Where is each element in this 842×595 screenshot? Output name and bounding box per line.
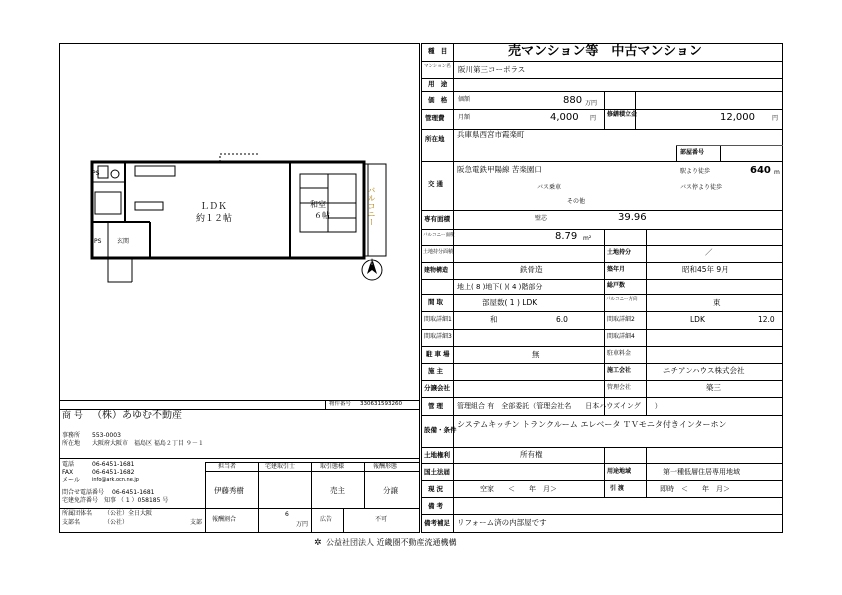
commission-label: 報酬割合: [212, 516, 237, 523]
license-holder-label: 宅建取引士: [265, 463, 296, 470]
label-fee: 管理費: [425, 114, 445, 122]
office-zip: 553-0003: [92, 432, 121, 439]
route-value: 阪急電鉄甲陽線 苦楽園口: [457, 165, 542, 174]
label-land-share: 土地持分面積: [423, 249, 454, 255]
assoc: （公社）全日大阪: [104, 510, 153, 517]
branch-sub: 支部: [190, 519, 203, 526]
label-total-units: 総戸数: [607, 282, 626, 289]
walk-value: 640: [750, 165, 771, 176]
price-sub: 価額: [458, 96, 471, 103]
floor-plan-drawing: [80, 150, 400, 290]
label-mgmt-co: 管理会社: [607, 384, 632, 391]
label-equipment: 設備・条件: [424, 426, 457, 434]
label-parking-fee: 駐車料金: [607, 350, 632, 357]
office-label: 事務所: [62, 432, 81, 439]
detail2-type: LDK: [690, 315, 705, 324]
doc-title: 売マンション等 中古マンション: [508, 44, 702, 59]
fee-value: 4,000: [550, 112, 579, 123]
balcony-area-value: 8.79: [555, 231, 578, 242]
label-zone: 用途地域: [607, 468, 632, 475]
label-room-detail1: 間取詳細1: [424, 316, 452, 323]
mail: info@ark.ocn.ne.jp: [92, 477, 139, 483]
label-traffic: 交通: [428, 180, 445, 188]
location-value: 兵庫県西宮市霞楽町: [457, 130, 525, 139]
property-no: 330631593260: [360, 401, 402, 407]
fax: 06-6451-1682: [92, 469, 135, 476]
price-unit: 万円: [585, 100, 598, 107]
remarks-value: リフォーム済の内部屋です: [457, 518, 547, 527]
entrance-label: 玄関: [117, 238, 130, 245]
mail-label: メール: [62, 477, 80, 484]
branch: （公社）: [104, 519, 129, 526]
label-owner: 施主: [428, 367, 445, 375]
fee-form-label: 報酬形態: [373, 463, 398, 470]
ad-value: 不可: [375, 516, 388, 523]
floors-value: 地上( 8 )地下( )( 4 )階部分: [457, 283, 543, 291]
license-label: 宅建免許番号: [62, 497, 99, 504]
label-usage: 用 途: [428, 80, 450, 88]
ad-label: 広告: [320, 516, 333, 523]
commission-unit: 万円: [296, 521, 309, 528]
walk-label: 駅より徒歩: [680, 168, 711, 175]
reserve-unit: 円: [772, 115, 779, 122]
layout-value: 部屋数( 1 ) LDK: [482, 298, 538, 307]
footer-org: 公益社団法人 近畿圏不動産流通機構: [326, 538, 457, 547]
staff-name: 伊藤秀樹: [214, 486, 244, 495]
north-label: 北: [368, 260, 374, 266]
label-type: 種 目: [428, 47, 450, 55]
label-location: 所在地: [425, 135, 445, 143]
inquiry-label: 問合せ電話番号: [62, 489, 105, 496]
inquiry: 06-6451-1681: [112, 489, 155, 496]
label-management: 管理: [428, 402, 445, 410]
trade-name: （株）あゆむ不動産: [92, 410, 182, 421]
tel-label: 電話: [62, 461, 75, 468]
property-name: 阪川第三コーポラス: [458, 65, 526, 74]
label-area: 専有面積: [424, 215, 450, 223]
label-mansion-name: マンション名: [424, 64, 451, 69]
address: 大阪府大阪市 福島区 福島２丁目 ９－１: [92, 440, 204, 447]
footer-logo-icon: ✲: [314, 538, 322, 548]
structure-value: 鉄骨造: [520, 265, 543, 274]
license: 知事 （ 1 ）058185 号: [104, 497, 169, 504]
fee-unit: 円: [590, 115, 597, 122]
parking-value: 無: [532, 350, 540, 359]
mgmt-co-value: 築三: [706, 383, 721, 392]
direction-value: 東: [713, 298, 721, 307]
branch-label: 支部名: [62, 519, 81, 526]
current-value: 空家 ＜ 年 月＞: [480, 485, 557, 493]
label-current: 現況: [428, 485, 445, 493]
label-reserve: 修繕積立金: [607, 111, 638, 118]
label-room-detail3: 間取詳細3: [424, 333, 452, 340]
commission-value: 6: [285, 511, 289, 518]
management-value: 管理組合 有 全部委託（管理会社名 日本ハウズイング ）: [457, 402, 662, 410]
balcony-area-unit: m²: [583, 235, 592, 242]
label-built: 築年月: [607, 266, 626, 273]
ps-label-1: PS: [92, 170, 100, 177]
fax-label: FAX: [62, 469, 74, 476]
walk-unit: m: [774, 169, 780, 176]
bus-ride-label: バス乗車: [537, 184, 562, 191]
label-land-rights: 土地権利: [424, 451, 450, 459]
label-land-right: 土地持分: [607, 249, 632, 256]
label-room-detail2: 間取詳細2: [607, 316, 635, 323]
land-rights-value: 所有権: [520, 450, 543, 459]
address-label: 所在地: [62, 440, 81, 447]
tel: 06-6451-1681: [92, 461, 135, 468]
reserve-value: 12,000: [720, 112, 755, 123]
area-sub: 壁芯: [535, 215, 548, 222]
label-layout: 間取: [428, 298, 445, 306]
ps-label-2: PS: [94, 238, 102, 245]
label-room-no: 部屋番号: [680, 149, 705, 156]
label-notes: 備考: [428, 502, 445, 510]
label-delivery: 引渡: [610, 485, 627, 492]
transaction-value: 売主: [330, 486, 345, 495]
land-share-value: ／: [705, 248, 713, 257]
washitsu-size: ６帖: [314, 211, 330, 220]
label-room-detail4: 間取詳細4: [607, 333, 635, 340]
label-structure: 建物構造: [424, 267, 449, 274]
fee-sub: 月額: [458, 114, 471, 121]
detail2-size: 12.0: [758, 315, 775, 324]
price-value: 880: [563, 95, 583, 106]
label-direction: バルコニー方向: [606, 297, 638, 302]
trade-name-label: 商 号: [62, 411, 83, 421]
label-seller: 分譲会社: [424, 384, 450, 392]
fee-form-value: 分譲: [383, 486, 398, 495]
detail1-size: 6.0: [556, 315, 568, 324]
bus-walk-label: バス停より徒歩: [680, 184, 723, 191]
assoc-label: 所属団体名: [62, 510, 93, 517]
label-land-law: 国土法届: [424, 468, 450, 476]
label-balcony: バルコニー面積: [423, 233, 455, 238]
staff-label: 担当者: [218, 463, 237, 470]
built-value: 昭和45年 9月: [682, 265, 729, 274]
label-remarks: 備考補足: [424, 519, 450, 527]
area-value: 39.96: [618, 212, 647, 223]
detail1-type: 和: [490, 315, 498, 324]
label-builder: 施工会社: [607, 367, 632, 374]
ldk-label: ＬＤＫ: [200, 202, 228, 212]
washitsu-label: 和室: [310, 200, 326, 209]
label-parking: 駐車場: [426, 350, 452, 358]
transaction-label: 取引態様: [320, 463, 345, 470]
property-no-label: 物件番号: [329, 401, 352, 407]
zone-value: 第一種低層住居専用地域: [663, 468, 740, 476]
other-label: その他: [567, 198, 586, 205]
delivery-value: 即時 ＜ 年 月＞: [660, 485, 730, 493]
equipment-value: システムキッチン トランクルーム エレベータ ＴＶモニタ付きインターホン: [457, 420, 727, 429]
ldk-size: 約１２帖: [196, 214, 233, 224]
label-price: 価 格: [428, 96, 450, 104]
balcony-label: バルコニー: [367, 186, 376, 226]
builder-value: ニチアンハウス株式会社: [663, 366, 745, 375]
